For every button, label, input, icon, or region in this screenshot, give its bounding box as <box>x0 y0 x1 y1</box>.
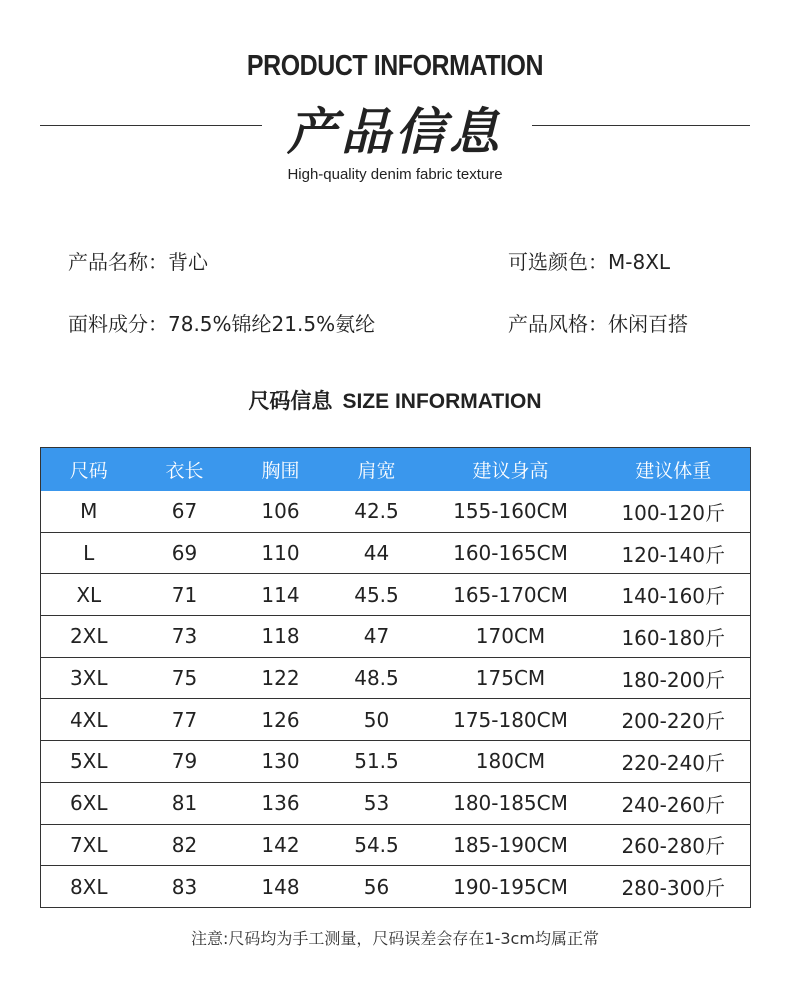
header-size: 尺码 <box>69 459 108 482</box>
cell-length: 75 <box>137 657 233 699</box>
cell-weight: 100-120斤 <box>597 491 751 533</box>
cell-shoulder: 42.5 <box>329 491 425 533</box>
cell-length: 77 <box>137 699 233 741</box>
cell-shoulder: 48.5 <box>329 657 425 699</box>
table-row <box>41 657 751 699</box>
cell-chest: 110 <box>233 532 329 574</box>
table-row <box>41 741 751 783</box>
header-length: 衣长 <box>165 459 204 482</box>
cell-height: 180-185CM <box>425 782 597 824</box>
table-row <box>41 699 751 741</box>
cell-length: 83 <box>137 866 233 908</box>
cell-weight: 240-260斤 <box>597 782 751 824</box>
cell-shoulder: 56 <box>329 866 425 908</box>
cell-length: 81 <box>137 782 233 824</box>
cell-height: 165-170CM <box>425 574 597 616</box>
table-row <box>41 866 751 908</box>
cell-height: 175-180CM <box>425 699 597 741</box>
cell-length: 82 <box>137 824 233 866</box>
product-name: 产品名称：背心 <box>68 250 208 274</box>
cell-height: 190-195CM <box>425 866 597 908</box>
cell-weight: 280-300斤 <box>597 866 751 908</box>
subtitle: High-quality denim fabric texture <box>287 166 503 183</box>
title-chinese: 产品信息 <box>287 103 503 161</box>
cell-shoulder: 54.5 <box>329 824 425 866</box>
cell-size: 8XL <box>41 866 137 908</box>
product-style: 产品风格：休闲百搭 <box>508 312 688 336</box>
cell-shoulder: 51.5 <box>329 741 425 783</box>
table-row <box>41 824 751 866</box>
fabric-composition: 面料成分：78.5%锦纶21.5%氨纶 <box>68 312 376 336</box>
table-row <box>41 616 751 658</box>
title-english: PRODUCT INFORMATION <box>246 50 544 82</box>
size-title-cn: 尺码信息 <box>248 389 333 413</box>
cell-chest: 114 <box>233 574 329 616</box>
cell-height: 170CM <box>425 616 597 658</box>
cell-shoulder: 47 <box>329 616 425 658</box>
cell-size: M <box>41 491 137 533</box>
table-header-row <box>41 448 751 491</box>
size-table <box>40 447 751 908</box>
cell-height: 160-165CM <box>425 532 597 574</box>
cell-shoulder: 44 <box>329 532 425 574</box>
cell-size: 2XL <box>41 616 137 658</box>
cell-weight: 260-280斤 <box>597 824 751 866</box>
table-row <box>41 574 751 616</box>
divider-right <box>532 125 750 126</box>
cell-chest: 148 <box>233 866 329 908</box>
header-height: 建议身高 <box>472 459 549 482</box>
cell-height: 185-190CM <box>425 824 597 866</box>
cell-height: 175CM <box>425 657 597 699</box>
cell-weight: 160-180斤 <box>597 616 751 658</box>
measurement-note: 注意:尺码均为手工测量，尺码误差会存在1-3cm均属正常 <box>191 929 599 948</box>
cell-weight: 140-160斤 <box>597 574 751 616</box>
cell-chest: 106 <box>233 491 329 533</box>
table-row <box>41 491 751 533</box>
cell-size: 5XL <box>41 741 137 783</box>
size-section-title <box>0 385 790 415</box>
header-weight: 建议体重 <box>635 459 712 482</box>
cell-weight: 200-220斤 <box>597 699 751 741</box>
cell-height: 180CM <box>425 741 597 783</box>
cell-chest: 122 <box>233 657 329 699</box>
cell-chest: 142 <box>233 824 329 866</box>
header-chest: 胸围 <box>261 459 300 482</box>
cell-length: 71 <box>137 574 233 616</box>
cell-length: 79 <box>137 741 233 783</box>
cell-weight: 180-200斤 <box>597 657 751 699</box>
cell-size: 6XL <box>41 782 137 824</box>
cell-shoulder: 45.5 <box>329 574 425 616</box>
cell-length: 69 <box>137 532 233 574</box>
cell-size: XL <box>41 574 137 616</box>
header-shoulder: 肩宽 <box>357 459 396 482</box>
cell-size: 3XL <box>41 657 137 699</box>
cell-size: 4XL <box>41 699 137 741</box>
available-sizes: 可选颜色：M-8XL <box>508 250 671 274</box>
cell-chest: 118 <box>233 616 329 658</box>
cell-size: L <box>41 532 137 574</box>
cell-length: 67 <box>137 491 233 533</box>
cell-chest: 136 <box>233 782 329 824</box>
cell-chest: 126 <box>233 699 329 741</box>
cell-chest: 130 <box>233 741 329 783</box>
cell-shoulder: 50 <box>329 699 425 741</box>
cell-length: 73 <box>137 616 233 658</box>
size-title-en: SIZE INFORMATION <box>342 390 542 413</box>
cell-shoulder: 53 <box>329 782 425 824</box>
cell-height: 155-160CM <box>425 491 597 533</box>
cell-size: 7XL <box>41 824 137 866</box>
cell-weight: 220-240斤 <box>597 741 751 783</box>
cell-weight: 120-140斤 <box>597 532 751 574</box>
table-row <box>41 782 751 824</box>
table-row <box>41 532 751 574</box>
